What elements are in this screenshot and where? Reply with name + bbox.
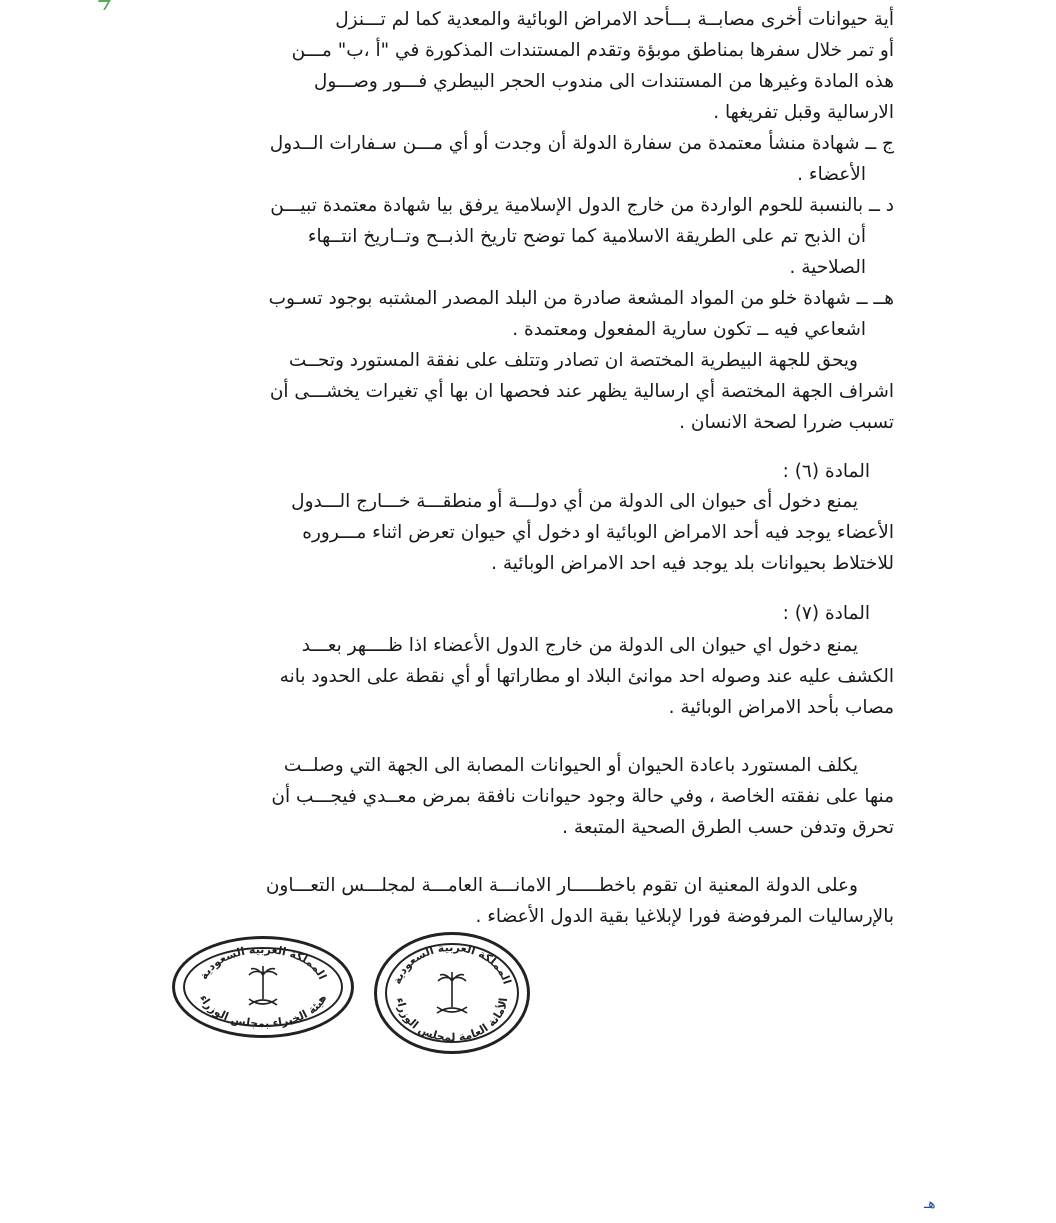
item-j-line: الأعضاء .	[797, 164, 866, 185]
article-7-heading: المادة (٧) :	[782, 603, 870, 624]
article-6-heading: المادة (٦) :	[782, 461, 870, 482]
palm-swords-emblem	[377, 935, 527, 1051]
item-h-line: اشعاعي فيه ــ تكون سارية المفعول ومعتمدة .	[512, 319, 866, 340]
para-authority-line: ويحق للجهة البيطرية المختصة ان تصادر وتتلف على نفقة المستورد وتحــت	[288, 350, 858, 371]
para-authority-line: اشراف الجهة المختصة أي ارسالية يظهر عند فحصها ان بها أي تغيرات يخشـــى أن	[269, 381, 894, 402]
article-7-body	[168, 630, 894, 723]
para1-line: أو تمر خلال سفرها بمناطق موبؤة وتقدم المستندات المذكورة في "أ ،ب" مـــن	[291, 40, 894, 61]
notify-line: بالإرساليات المرفوضة فورا لإبلاغيا بقية الدول الأعضاء .	[475, 906, 894, 927]
palm-swords-emblem	[175, 939, 351, 1035]
corner-mark	[93, 0, 111, 10]
para1-line: هذه المادة وغيرها من المستندات الى مندوب الحجر البيطري فـــور وصـــول	[313, 71, 894, 92]
article-6-line: للاختلاط بحيوانات بلد يوجد فيه احد الامراض الوبائية .	[491, 553, 894, 574]
item-h-line: هــ ــ شهادة خلو من المواد المشعة صادرة من البلد المصدر المشتبه بوجود تسـوب	[268, 288, 894, 309]
article-6-body	[168, 486, 894, 579]
importer-line: تحرق وتدفن حسب الطرق الصحية المتبعة .	[562, 817, 894, 838]
page-marker: هـ	[924, 1196, 936, 1212]
importer-line: منها على نفقته الخاصة ، وفي حالة وجود حيوانات نافقة بمرض معــدي فيجـــب أن	[271, 786, 894, 807]
experts-commission-seal	[172, 936, 354, 1038]
text-section-top	[168, 4, 894, 438]
notify-paragraph	[168, 870, 894, 932]
notify-line: وعلى الدولة المعنية ان تقوم باخطـــــار الامانـــة العامـــة لمجلـــس التعـــاون	[265, 875, 858, 896]
item-d-line: د ــ بالنسبة للحوم الواردة من خارج الدول الإسلامية يرفق بيا شهادة معتمدة تبيـــن	[270, 195, 894, 216]
article-6-line: الأعضاء يوجد فيه أحد الامراض الوبائية او دخول أي حيوان تعرض اثناء مـــروره	[302, 522, 894, 543]
seal-right-top-text: المملكة العربية السعودية	[390, 940, 514, 986]
para-authority-line: تسبب ضررا لصحة الانسان .	[679, 412, 894, 433]
item-d-line: أن الذبح تم على الطريقة الاسلامية كما توضح تاريخ الذبــح وتــاريخ انتــهاء	[307, 226, 866, 247]
article-7-line: الكشف عليه عند وصوله احد موانئ البلاد او مطاراتها أو أي نقطة على الحدود بانه	[279, 666, 894, 687]
seal-left-top-text: المملكة العربية السعودية	[197, 942, 330, 982]
importer-line: يكلف المستورد باعادة الحيوان أو الحيوانات المصابة الى الجهة التي وصلــت	[283, 755, 858, 776]
article-7-line: يمنع دخول اي حيوان الى الدولة من خارج الدول الأعضاء اذا ظــــهر بعـــد	[301, 635, 858, 656]
item-j-line: ج ــ شهادة منشأ معتمدة من سفارة الدولة أن وجدت أو أي مـــن سـفارات الــدول	[269, 133, 894, 154]
general-secretariat-seal	[374, 932, 530, 1054]
article-6-line: يمنع دخول أى حيوان الى الدولة من أي دولـــة أو منطقـــة خـــارج الـــدول	[291, 491, 858, 512]
para1-line: الارسالية وقبل تفريغها .	[713, 102, 894, 123]
item-d-line: الصلاحية .	[789, 257, 866, 278]
importer-paragraph	[168, 750, 894, 843]
seal-left-bottom-text: هيئة الخبراء بمجلس الوزراء	[196, 992, 330, 1031]
para1-line: أية حيوانات أخرى مصابــة بـــأحد الامراض الوبائية والمعدية كما لم تـــنزل	[335, 9, 894, 30]
seal-right-bottom-text: الأمانة العامة لمجلس الوزراء	[393, 996, 511, 1045]
article-7-line: مصاب بأحد الامراض الوبائية .	[668, 697, 894, 718]
